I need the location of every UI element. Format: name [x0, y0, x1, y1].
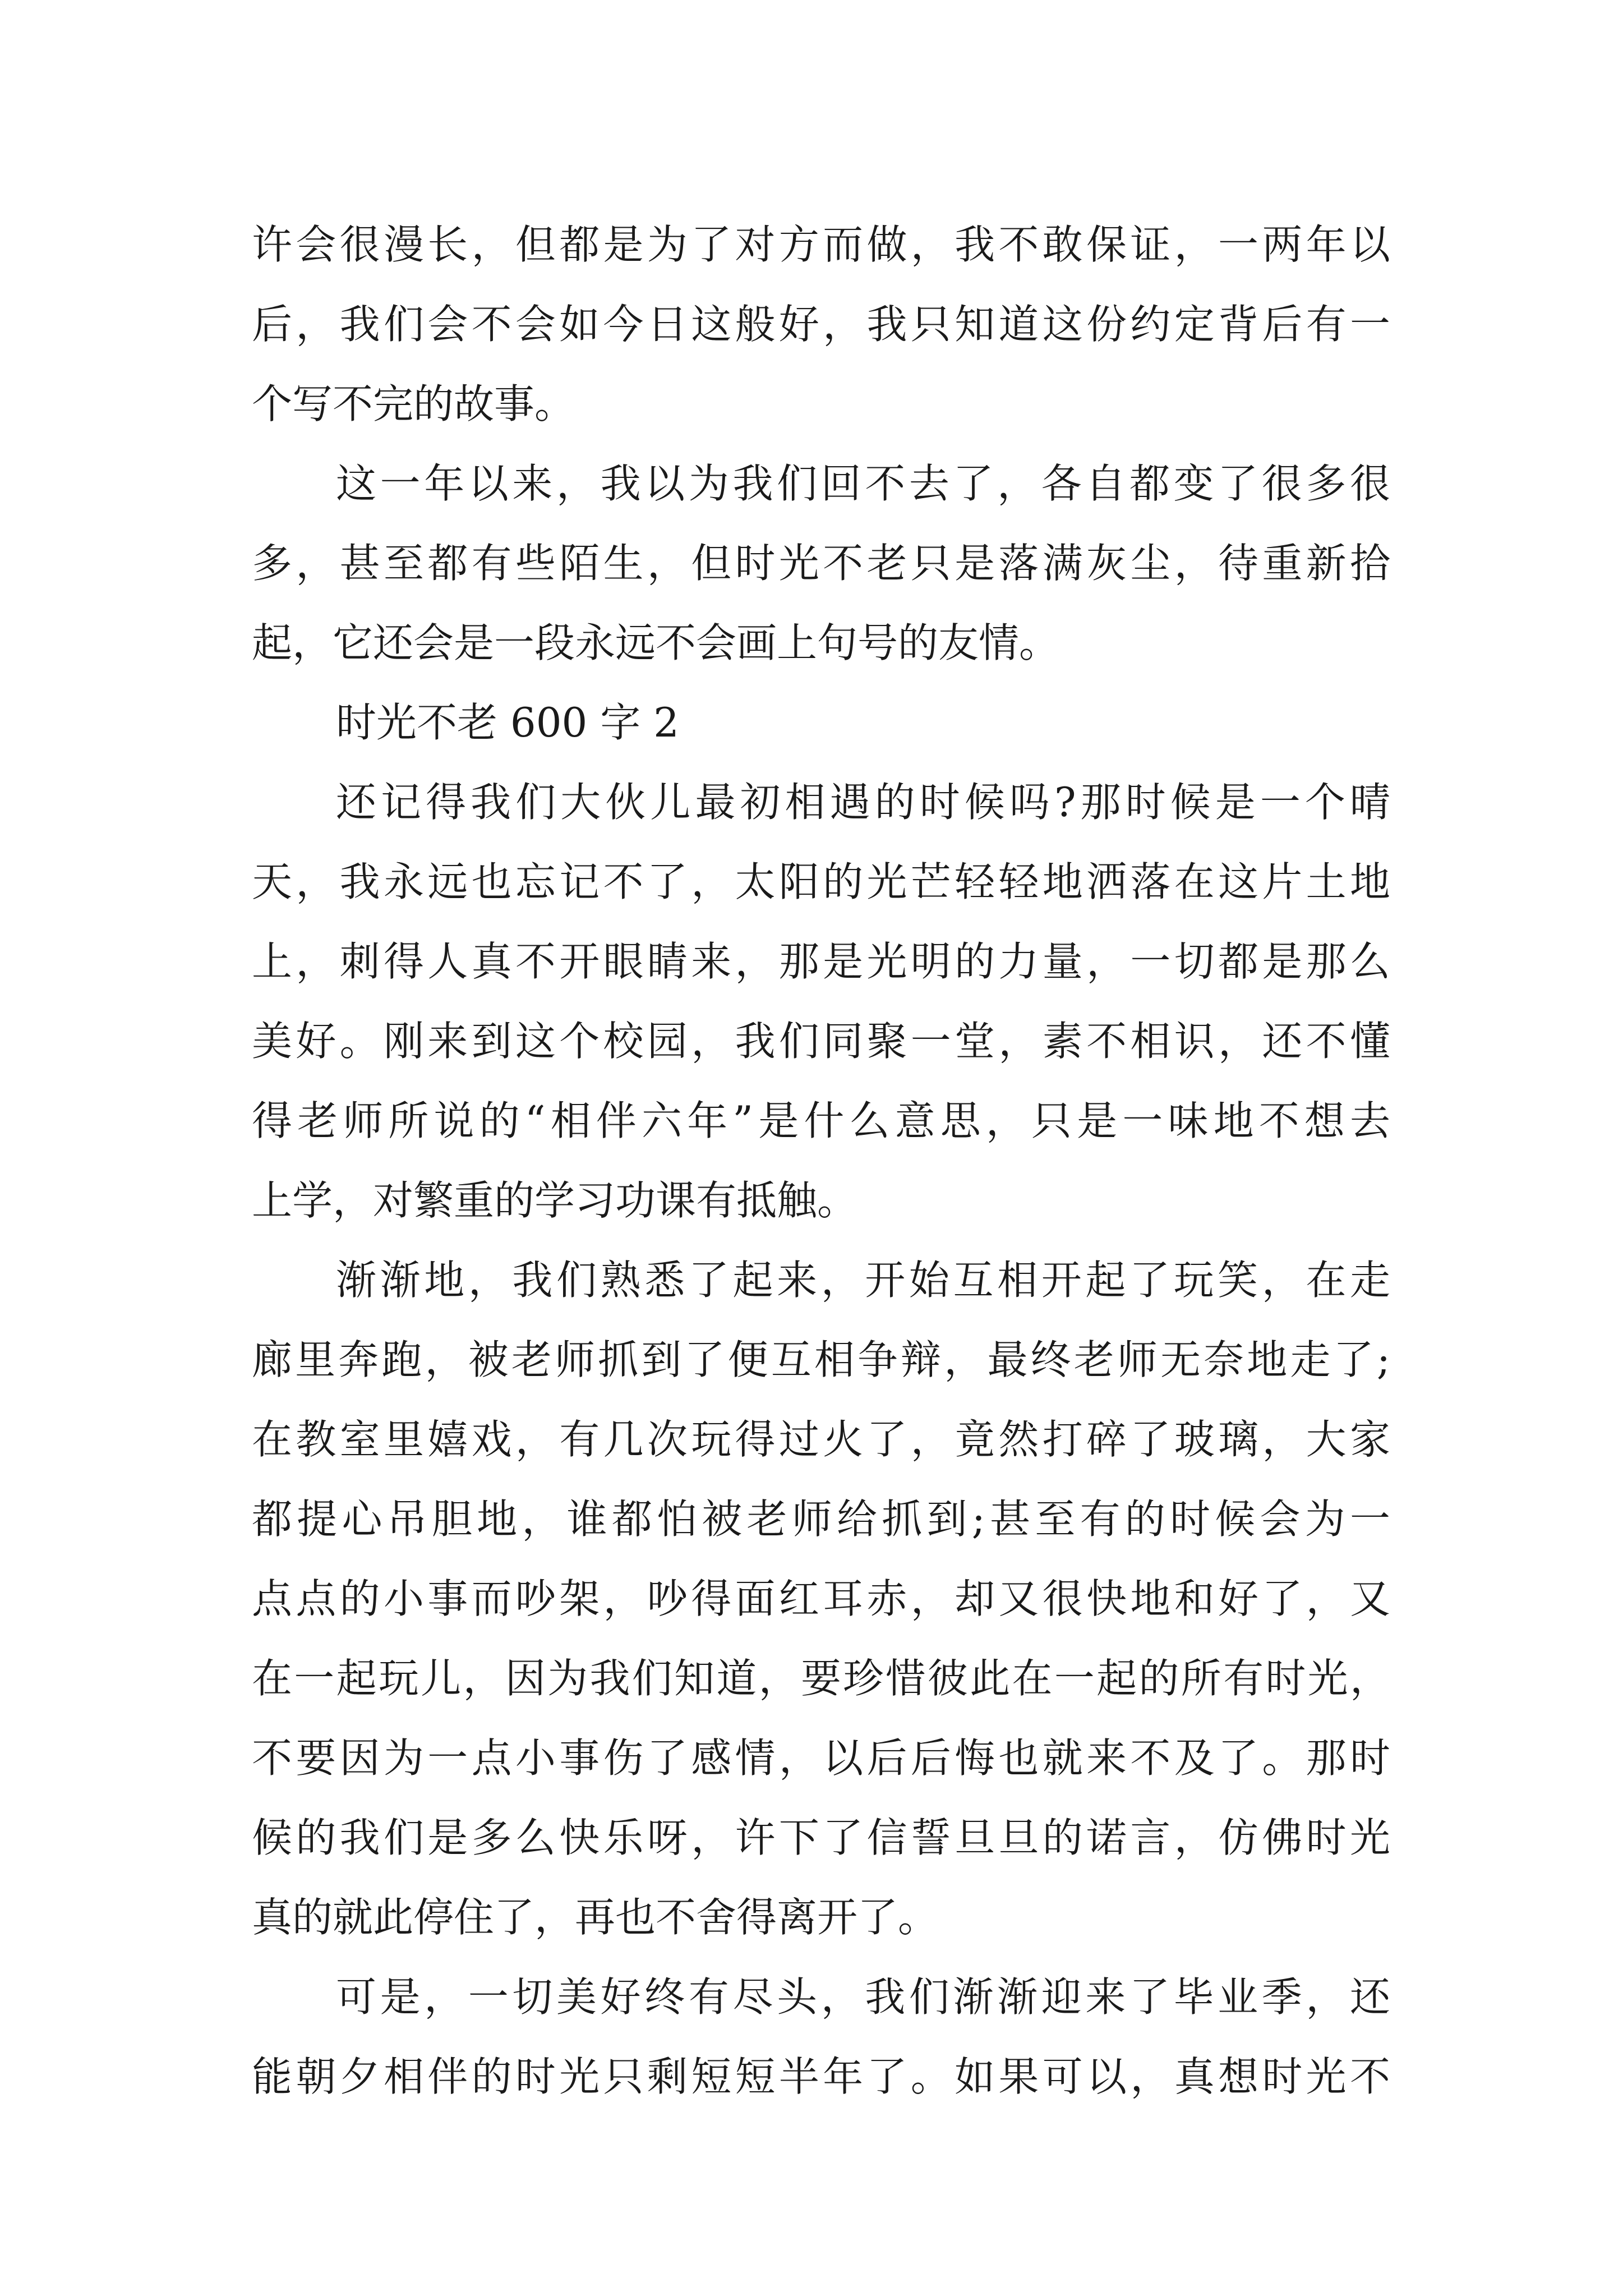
section-heading: 时光不老 600 字 2	[336, 699, 679, 746]
text-line: 不要因为一点小事伤了感情，以后后悔也就来不及了。那时	[252, 1734, 1390, 1782]
text-line: 许会很漫长，但都是为了对方而做，我不敢保证，一两年以	[252, 221, 1390, 268]
text-line: 能朝夕相伴的时光只剩短短半年了。如果可以，真想时光不	[252, 2053, 1390, 2100]
text-line: 个写不完的故事。	[252, 380, 575, 427]
text-line: 上学，对繁重的学习功课有抵触。	[252, 1177, 858, 1224]
text-line: 真的就此停住了，再也不舍得离开了。	[252, 1894, 939, 1941]
essay-body	[252, 205, 1390, 2116]
paragraph-first-line: 渐渐地，我们熟悉了起来，开始互相开起了玩笑，在走	[336, 1257, 1390, 1304]
text-line: 多，甚至都有些陌生，但时光不老只是落满灰尘，待重新拾	[252, 540, 1390, 587]
text-line: 都提心吊胆地，谁都怕被老师给抓到;甚至有的时候会为一	[252, 1496, 1390, 1543]
text-line: 天，我永远也忘记不了，太阳的光芒轻轻地洒落在这片土地	[252, 858, 1390, 905]
text-line: 得老师所说的“相伴六年”是什么意思，只是一味地不想去	[252, 1097, 1390, 1144]
text-line: 在一起玩儿，因为我们知道，要珍惜彼此在一起的所有时光，	[252, 1655, 1390, 1702]
text-line: 上，刺得人真不开眼睛来，那是光明的力量，一切都是那么	[252, 938, 1390, 985]
paragraph-first-line: 这一年以来，我以为我们回不去了，各自都变了很多很	[336, 460, 1390, 507]
text-line: 候的我们是多么快乐呀，许下了信誓旦旦的诺言，仿佛时光	[252, 1814, 1390, 1861]
paragraph-first-line: 还记得我们大伙儿最初相遇的时候吗?那时候是一个晴	[336, 779, 1390, 826]
text-line: 美好。刚来到这个校园，我们同聚一堂，素不相识，还不懂	[252, 1018, 1390, 1065]
text-line: 后，我们会不会如今日这般好，我只知道这份约定背后有一	[252, 301, 1390, 348]
paragraph-first-line: 可是，一切美好终有尽头，我们渐渐迎来了毕业季，还	[336, 1973, 1390, 2021]
text-line: 点点的小事而吵架，吵得面红耳赤，却又很快地和好了，又	[252, 1575, 1390, 1622]
text-line: 在教室里嬉戏，有几次玩得过火了，竟然打碎了玻璃，大家	[252, 1416, 1390, 1463]
text-line: 廊里奔跑，被老师抓到了便互相争辩，最终老师无奈地走了;	[252, 1336, 1390, 1383]
text-line: 起，它还会是一段永远不会画上句号的友情。	[252, 619, 1060, 666]
